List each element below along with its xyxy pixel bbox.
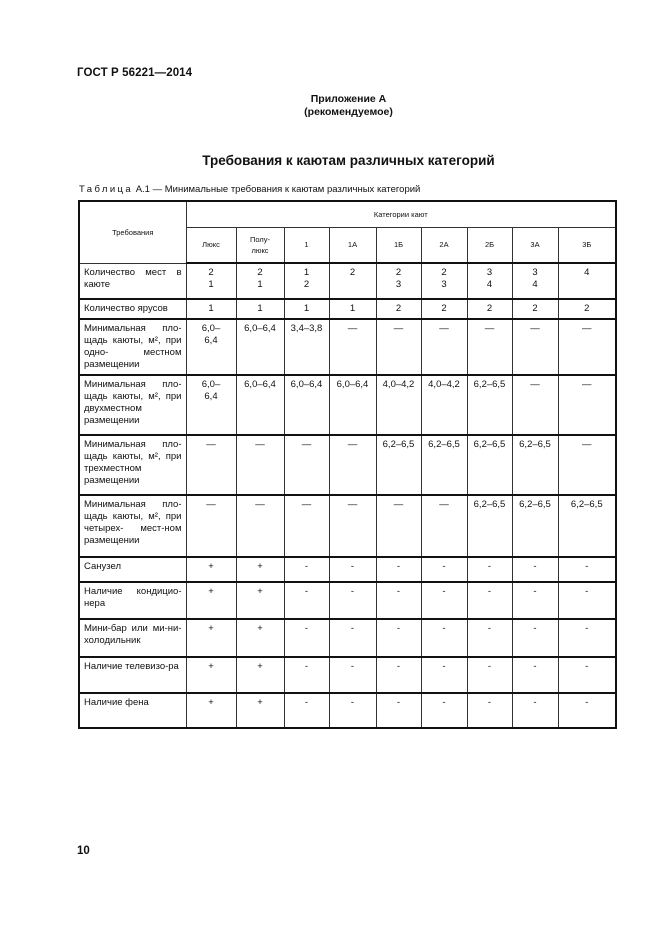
column-header-label: 3Б (582, 240, 592, 250)
category-value: 1 (257, 303, 263, 314)
requirement-label: Количество ярусов (84, 303, 168, 314)
annex-heading (0, 93, 661, 119)
category-value: - (533, 561, 537, 572)
category-value: - (533, 661, 537, 672)
column-header (467, 227, 512, 263)
category-value: - (304, 697, 309, 708)
requirement-label: Наличие кондицио-нера (84, 586, 182, 609)
column-header (421, 227, 467, 263)
category-value: - (487, 661, 492, 672)
category-value: — (347, 323, 358, 334)
category-value: — (206, 439, 216, 450)
category-value: 6,0–6,4 (244, 379, 276, 390)
column-header (186, 227, 236, 263)
column-header-label: 2А (439, 240, 449, 250)
category-value: 3,4–3,8 (290, 323, 323, 334)
category-value: - (442, 623, 446, 634)
category-value: - (350, 586, 355, 597)
category-value: 1 (208, 303, 214, 314)
requirement-label: Мини-бар или ми-ни-холодильник (84, 623, 182, 646)
category-value: + (257, 697, 263, 708)
category-value: - (396, 661, 401, 672)
category-value: - (350, 623, 355, 634)
category-value: - (585, 561, 589, 572)
category-value: - (396, 586, 401, 597)
requirement-label: Количество мест в каюте (84, 266, 182, 290)
category-value: + (208, 623, 214, 634)
category-value: - (533, 586, 537, 597)
table-row (79, 582, 616, 619)
category-value: — (347, 499, 358, 510)
column-header (558, 227, 616, 263)
category-value: — (530, 323, 540, 334)
requirement-label: Минимальная пло-щадь каюты, м², при двухместном размещении (84, 379, 182, 426)
table-body (79, 263, 616, 728)
category-value: - (533, 623, 537, 634)
category-value: - (442, 661, 446, 672)
category-value: 4,0–4,2 (428, 379, 460, 390)
category-value: - (350, 661, 355, 672)
category-value: 3 4 (486, 267, 493, 290)
requirement-label: Санузел (84, 561, 122, 572)
category-value: 6,2–6,5 (473, 439, 506, 450)
column-header (329, 227, 376, 263)
category-value: 1 2 (303, 267, 310, 290)
category-value: 2 3 (441, 267, 447, 290)
category-value: 2 (395, 303, 402, 314)
category-value: - (533, 697, 537, 708)
annex-title: Приложение А (310, 93, 387, 105)
category-value: 2 1 (257, 267, 263, 290)
category-value: — (439, 499, 449, 510)
table-row (79, 619, 616, 657)
category-value: - (442, 561, 446, 572)
category-value: - (487, 697, 492, 708)
category-value: - (585, 697, 589, 708)
category-value: — (255, 499, 265, 510)
requirements-header: Требования (79, 201, 186, 263)
category-value: 6,0–6,4 (336, 379, 369, 390)
category-value: 6,0–6,4 (290, 379, 323, 390)
category-value: 3 4 (532, 267, 538, 290)
category-value: + (257, 561, 263, 572)
column-header (284, 227, 329, 263)
table-row (79, 693, 616, 728)
category-value: + (208, 661, 214, 672)
category-value: - (442, 697, 446, 708)
standard-number: ГОСТ Р 56221—2014 (77, 67, 193, 79)
category-value: 2 3 (395, 267, 402, 290)
category-value: 1 (349, 303, 356, 314)
category-value: — (206, 499, 216, 510)
category-value: — (347, 439, 358, 450)
table-row (79, 495, 616, 557)
table-row (79, 319, 616, 375)
column-header-label: 2Б (484, 240, 495, 250)
page-number: 10 (77, 845, 90, 857)
category-value: 6,2–6,5 (519, 439, 551, 450)
category-value: — (484, 323, 495, 334)
category-value: — (582, 439, 592, 450)
requirement-label: Минимальная пло-щадь каюты, м², при четырех- мест-ном размещении (84, 499, 182, 546)
column-header-label: Полу- люкс (249, 234, 271, 255)
category-value: 2 (486, 303, 493, 314)
category-value: — (582, 323, 592, 334)
category-value: 1 (303, 303, 310, 314)
category-value: - (396, 561, 401, 572)
column-header-label: 3А (530, 240, 540, 250)
column-header (236, 227, 284, 263)
category-value: - (396, 623, 401, 634)
category-value: + (208, 561, 214, 572)
column-header-label: Люкс (202, 240, 220, 250)
column-header-label: 1 (304, 240, 309, 250)
category-value: — (439, 323, 449, 334)
categories-header: Категории кают (186, 201, 616, 227)
category-value: + (208, 697, 214, 708)
category-value: 4 (584, 267, 590, 278)
table-caption (79, 184, 420, 195)
category-value: 2 1 (208, 267, 214, 290)
category-value: - (304, 586, 309, 597)
category-value: - (487, 623, 492, 634)
category-value: 2 (441, 303, 447, 314)
category-value: - (487, 586, 492, 597)
category-value: 6,0– 6,4 (201, 323, 221, 346)
category-value: 6,0– 6,4 (201, 379, 221, 402)
category-value: 2 (584, 303, 590, 314)
table-row (79, 557, 616, 582)
category-value: + (257, 661, 263, 672)
requirement-label: Минимальная пло-щадь каюты, м², при одно- местном размещении (84, 323, 182, 370)
category-value: — (301, 499, 312, 510)
category-value: 6,2–6,5 (428, 439, 460, 450)
category-value: 6,2–6,5 (570, 499, 603, 510)
category-value: 6,0–6,4 (244, 323, 276, 334)
category-value: 6,2–6,5 (473, 379, 506, 390)
category-value: - (304, 661, 309, 672)
caption-prefix: Таблица (79, 184, 134, 195)
requirements-table (78, 200, 617, 729)
category-value: - (585, 586, 589, 597)
category-value: - (442, 586, 446, 597)
category-value: - (350, 697, 355, 708)
category-value: 2 (349, 267, 356, 278)
caption-text: А.1 — Минимальные требования к каютам различных категорий (133, 184, 421, 195)
category-value: - (304, 561, 309, 572)
column-header (512, 227, 558, 263)
category-value: — (582, 379, 592, 390)
column-header-label: 1А (347, 240, 358, 250)
requirement-label: Минимальная пло-щадь каюты, м², при трехместном размещении (84, 439, 182, 486)
category-value: — (393, 499, 404, 510)
requirement-label: Наличие фена (84, 697, 149, 708)
annex-note: (рекомендуемое) (304, 106, 393, 118)
category-value: + (257, 623, 263, 634)
category-value: 6,2–6,5 (519, 499, 551, 510)
category-value: - (487, 561, 492, 572)
table-row (79, 263, 616, 299)
table-row (79, 435, 616, 495)
category-value: - (304, 623, 309, 634)
category-value: + (208, 586, 214, 597)
category-value: + (257, 586, 263, 597)
requirement-label: Наличие телевизо-ра (84, 661, 179, 672)
category-value: - (585, 623, 589, 634)
category-value: - (585, 661, 589, 672)
category-value: — (393, 323, 404, 334)
column-header (376, 227, 421, 263)
category-value: 4,0–4,2 (382, 379, 415, 390)
section-title: Требования к каютам различных категорий (202, 153, 495, 168)
category-value: — (301, 439, 312, 450)
category-value: — (255, 439, 265, 450)
column-header-label: 1Б (393, 240, 404, 250)
category-value: 6,2–6,5 (473, 499, 506, 510)
category-value: - (396, 697, 401, 708)
category-value: 6,2–6,5 (382, 439, 415, 450)
category-value: — (530, 379, 540, 390)
table-row (79, 375, 616, 435)
category-value: - (350, 561, 355, 572)
table-row (79, 657, 616, 693)
category-value: 2 (532, 303, 538, 314)
table-row (79, 299, 616, 319)
